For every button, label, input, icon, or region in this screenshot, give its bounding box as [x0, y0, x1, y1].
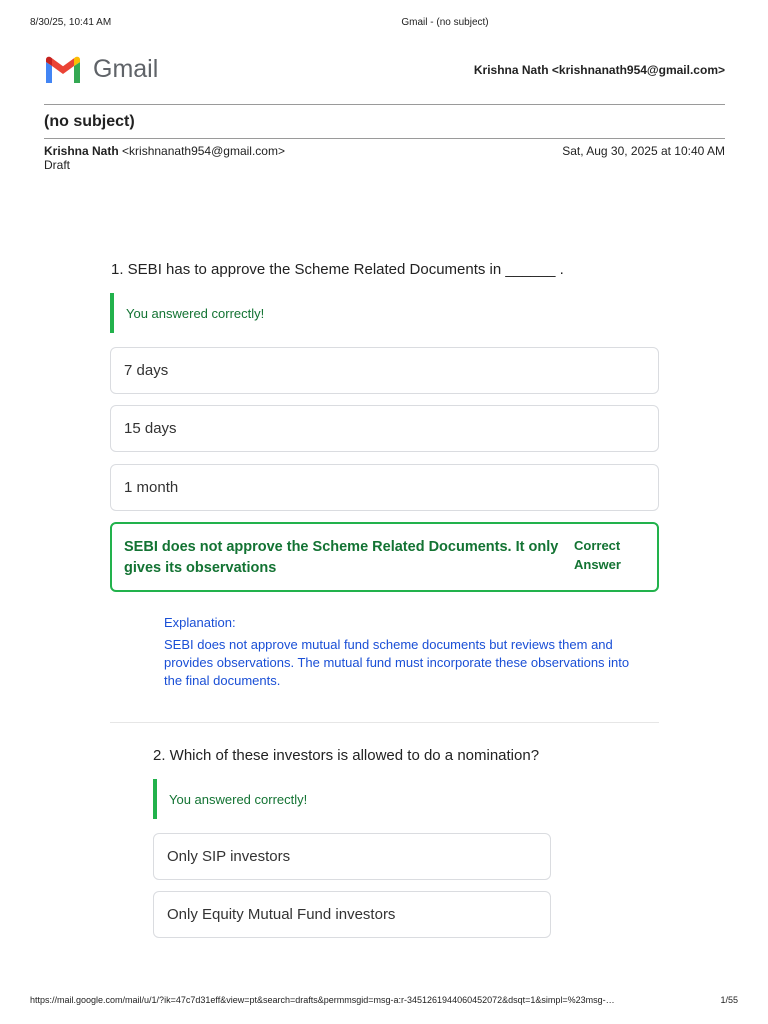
question-1-option-1[interactable]: 7 days: [110, 347, 659, 394]
question-1-option-3[interactable]: 1 month: [110, 464, 659, 511]
sender-line: [44, 144, 285, 158]
gmail-logo-icon: [44, 56, 82, 84]
sender-name: Krishna Nath: [44, 144, 119, 158]
question-divider: [110, 722, 659, 723]
question-2-option-1[interactable]: Only SIP investors: [153, 833, 551, 880]
question-2-feedback: You answered correctly!: [153, 779, 307, 819]
account-label: Krishna Nath <krishnanath954@gmail.com>: [473, 63, 725, 77]
question-2-prompt: 2. Which of these investors is allowed to do a nomination?: [153, 747, 540, 764]
explanation-label: Explanation:: [164, 615, 236, 630]
correct-answer-tag: Correct Answer: [574, 538, 621, 572]
question-1-correct-option[interactable]: [110, 522, 659, 592]
question-2-option-2[interactable]: Only Equity Mutual Fund investors: [153, 891, 551, 938]
sender-email: <krishnanath954@gmail.com>: [122, 144, 285, 158]
subject-divider: [44, 138, 725, 139]
question-1-option-2[interactable]: 15 days: [110, 405, 659, 452]
email-date: Sat, Aug 30, 2025 at 10:40 AM: [562, 144, 725, 158]
question-1-feedback: You answered correctly!: [110, 293, 264, 333]
correct-option-text: SEBI does not approve the Scheme Related Documents. It only gives its observations: [124, 539, 559, 576]
page-number: 1/55: [720, 995, 738, 1005]
print-page-title: Gmail - (no subject): [401, 17, 489, 28]
explanation-text: SEBI does not approve mutual fund scheme documents but reviews them and provides observations. The mutual fund must incorporate these observations into the final documents.: [164, 637, 630, 688]
draft-label: Draft: [44, 158, 71, 172]
print-url: https://mail.google.com/mail/u/1/?ik=47c7d31eff&view=pt&search=drafts&permmsgid=msg-a:r-3451261944060452072&dsqt=1&simpl=%23msg-…: [30, 995, 615, 1005]
print-datetime: 8/30/25, 10:41 AM: [30, 17, 112, 28]
question-1-prompt: 1. SEBI has to approve the Scheme Related Documents in ______ .: [111, 261, 564, 278]
header-divider: [44, 104, 725, 105]
gmail-logo-text: Gmail: [93, 55, 159, 83]
email-subject: (no subject): [44, 113, 135, 130]
